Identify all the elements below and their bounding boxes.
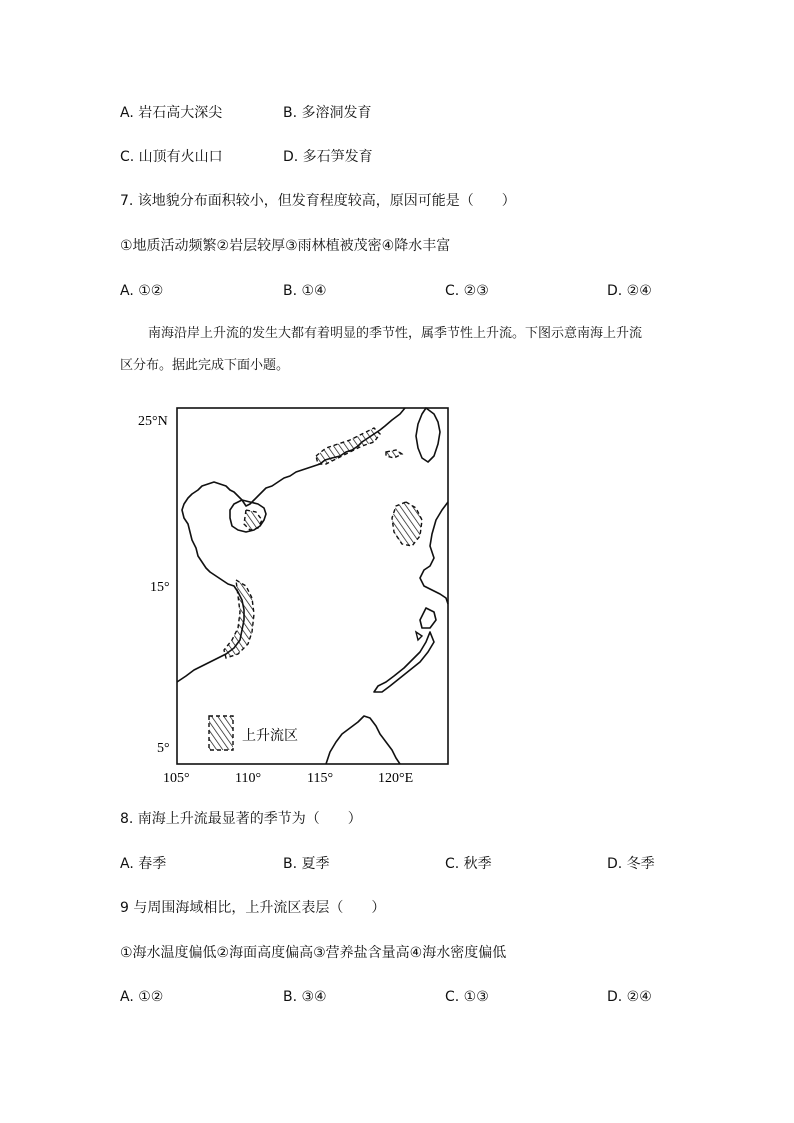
- q6-option-b: B. 多溶洞发育: [283, 105, 372, 121]
- mindoro-island: [420, 608, 436, 628]
- q8-option-a: A. 春季: [120, 856, 167, 872]
- lat-label-25n: 25°N: [138, 414, 168, 429]
- q9-items: ①海水温度偏低②海面高度偏高③营养盐含量高④海水密度偏低: [120, 945, 507, 961]
- upwelling-zone-luzon: [392, 502, 422, 546]
- lon-label-115: 115°: [307, 771, 334, 785]
- lat-label-5: 5°: [157, 741, 170, 756]
- luzon-coast: [420, 502, 448, 604]
- q6-option-c: C. 山顶有火山口: [120, 149, 223, 165]
- upwelling-zone-vietnam: [224, 580, 254, 658]
- q9-option-d: D. ②④: [607, 989, 652, 1005]
- upwelling-map: [130, 400, 460, 785]
- q6-option-a: A. 岩石高大深尖: [120, 105, 223, 121]
- upwelling-zone-taiwan-strait: [316, 428, 380, 464]
- lat-label-15: 15°: [150, 580, 170, 595]
- q9-option-a: A. ①②: [120, 989, 164, 1005]
- taiwan-island: [416, 408, 440, 462]
- q9-option-c: C. ①③: [445, 989, 489, 1005]
- q7-stem: 7. 该地貌分布面积较小，但发育程度较高，原因可能是（ ）: [120, 193, 516, 209]
- small-island: [416, 632, 422, 640]
- lon-label-105: 105°: [163, 771, 190, 785]
- upwelling-zone-small: [386, 450, 402, 458]
- lon-label-110: 110°: [235, 771, 262, 785]
- mainland-coast: [177, 408, 405, 682]
- borneo-coast: [326, 716, 400, 764]
- passage-line-2: 区分布。据此完成下面小题。: [120, 358, 290, 373]
- legend-swatch: [209, 716, 233, 750]
- q6-option-d: D. 多石笋发育: [283, 149, 373, 165]
- q9-option-b: B. ③④: [283, 989, 327, 1005]
- palawan-island: [374, 632, 434, 692]
- q9-stem: 9 与周围海域相比，上升流区表层（ ）: [120, 900, 386, 916]
- q7-option-d: D. ②④: [607, 283, 652, 299]
- legend-label: 上升流区: [242, 728, 298, 744]
- q8-stem: 8. 南海上升流最显著的季节为（ ）: [120, 811, 362, 827]
- q8-option-c: C. 秋季: [445, 856, 492, 872]
- q8-option-b: B. 夏季: [283, 856, 330, 872]
- q7-option-c: C. ②③: [445, 283, 489, 299]
- q8-option-d: D. 冬季: [607, 856, 655, 872]
- q7-option-a: A. ①②: [120, 283, 164, 299]
- passage-line-1: 南海沿岸上升流的发生大都有着明显的季节性，属季节性上升流。下图示意南海上升流: [148, 326, 643, 341]
- map-frame: [177, 408, 448, 764]
- q7-option-b: B. ①④: [283, 283, 327, 299]
- q7-items: ①地质活动频繁②岩层较厚③雨林植被茂密④降水丰富: [120, 238, 451, 254]
- lon-label-120e: 120°E: [378, 771, 414, 785]
